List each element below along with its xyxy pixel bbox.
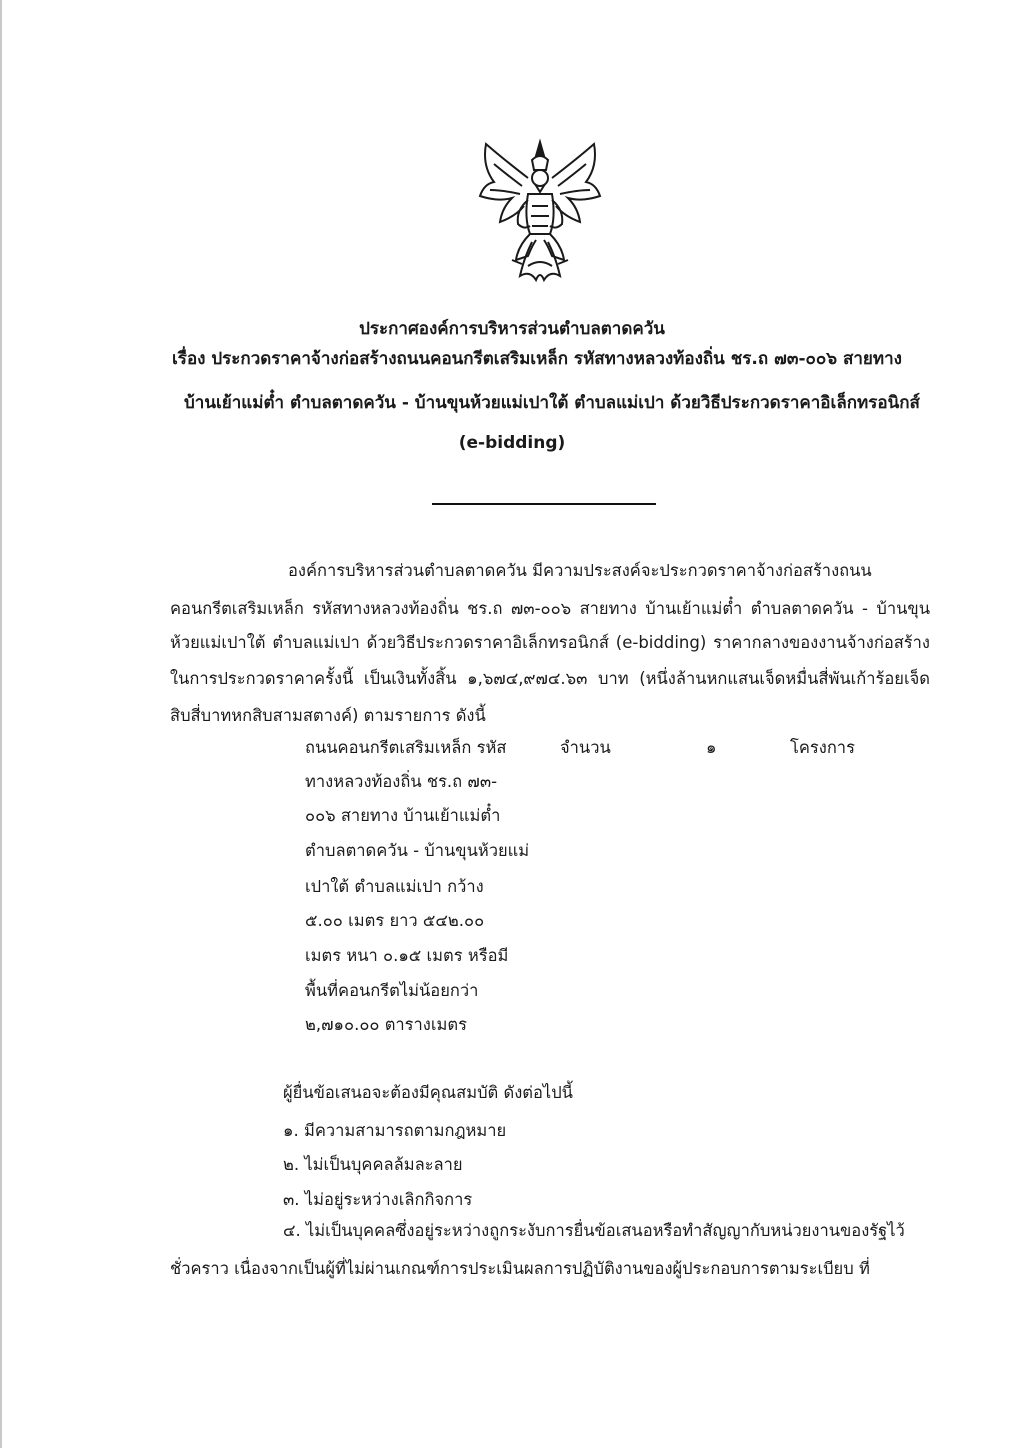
subject-line-2: บ้านเย้าแม่ต๋ำ ตำบลตาดควัน - บ้านขุนห้วยแม่เปาใต้ ตำบลแม่เปา ด้วยวิธีประกวดราคาอิเล็กทรอนิกส์	[184, 393, 920, 413]
title-divider	[432, 503, 656, 505]
item-description-line: เมตร หนา ๐.๑๕ เมตร หรือมี	[305, 946, 509, 965]
qualification-item: ๓. ไม่อยู่ระหว่างเลิกกิจการ	[283, 1190, 473, 1209]
scan-edge	[0, 0, 2, 1448]
qualification-item: ๑. มีความสามารถตามกฎหมาย	[283, 1121, 507, 1140]
item-description-line: ทางหลวงท้องถิ่น ชร.ถ ๗๓-	[305, 772, 498, 791]
subject-line-3: (e-bidding)	[458, 433, 566, 453]
item-description-line: ๐๐๖ สายทาง บ้านเย้าแม่ต๋ำ	[305, 806, 501, 825]
paragraph-line-5: สิบสี่บาทหกสิบสามสตางค์) ตามรายการ ดังนี้	[170, 706, 486, 725]
qualification-4-line-1: ๔. ไม่เป็นบุคคลซึ่งอยู่ระหว่างถูกระงับการยื่นข้อเสนอหรือทำสัญญากับหน่วยงานของรัฐไว้	[283, 1221, 905, 1240]
subject-line-1: เรื่อง ประกวดราคาจ้างก่อสร้างถนนคอนกรีตเสริมเหล็ก รหัสทางหลวงท้องถิ่น ชร.ถ ๗๓-๐๐๖ สายทาง	[172, 349, 902, 369]
item-description-line: ตำบลตาดควัน - บ้านขุนห้วยแม่	[305, 841, 530, 860]
item-description-line: เปาใต้ ตำบลแม่เปา กว้าง	[305, 877, 484, 896]
item-description-line: ๕.๐๐ เมตร ยาว ๕๔๒.๐๐	[305, 911, 485, 930]
paragraph-line-2: คอนกรีตเสริมเหล็ก รหัสทางหลวงท้องถิ่น ชร.ถ ๗๓-๐๐๖ สายทาง บ้านเย้าแม่ต๋ำ ตำบลตาดควัน - บ้านขุน	[170, 599, 930, 618]
item-quantity-label: จำนวน	[560, 738, 611, 757]
garuda-emblem	[472, 138, 608, 288]
item-description-line: ๒,๗๑๐.๐๐ ตารางเมตร	[305, 1015, 467, 1034]
qualification-4-line-2: ชั่วคราว เนื่องจากเป็นผู้ที่ไม่ผ่านเกณฑ์การประเมินผลการปฏิบัติงานของผู้ประกอบการตามระเบียบ ที่	[170, 1259, 870, 1278]
paragraph-line-4: ในการประกวดราคาครั้งนี้ เป็นเงินทั้งสิ้น ๑,๖๗๔,๙๗๔.๖๓ บาท (หนึ่งล้านหกแสนเจ็ดหมื่นสี่พันเก้าร้อยเจ็ด	[170, 669, 930, 688]
item-unit: โครงการ	[790, 738, 855, 757]
item-description-line: ถนนคอนกรีตเสริมเหล็ก รหัส	[305, 738, 507, 757]
paragraph-line-1: องค์การบริหารส่วนตำบลตาดควัน มีความประสงค์จะประกวดราคาจ้างก่อสร้างถนน	[288, 561, 872, 580]
item-quantity: ๑	[706, 738, 717, 757]
announcement-title: ประกาศองค์การบริหารส่วนตำบลตาดควัน	[359, 319, 665, 339]
qualifications-heading: ผู้ยื่นข้อเสนอจะต้องมีคุณสมบัติ ดังต่อไปนี้	[283, 1083, 573, 1102]
paragraph-line-3: ห้วยแม่เปาใต้ ตำบลแม่เปา ด้วยวิธีประกวดราคาอิเล็กทรอนิกส์ (e-bidding) ราคากลางของงานจ้างก่อสร้าง	[170, 633, 930, 652]
item-description-line: พื้นที่คอนกรีตไม่น้อยกว่า	[305, 981, 479, 1000]
qualification-item: ๒. ไม่เป็นบุคคลล้มละลาย	[283, 1155, 463, 1174]
